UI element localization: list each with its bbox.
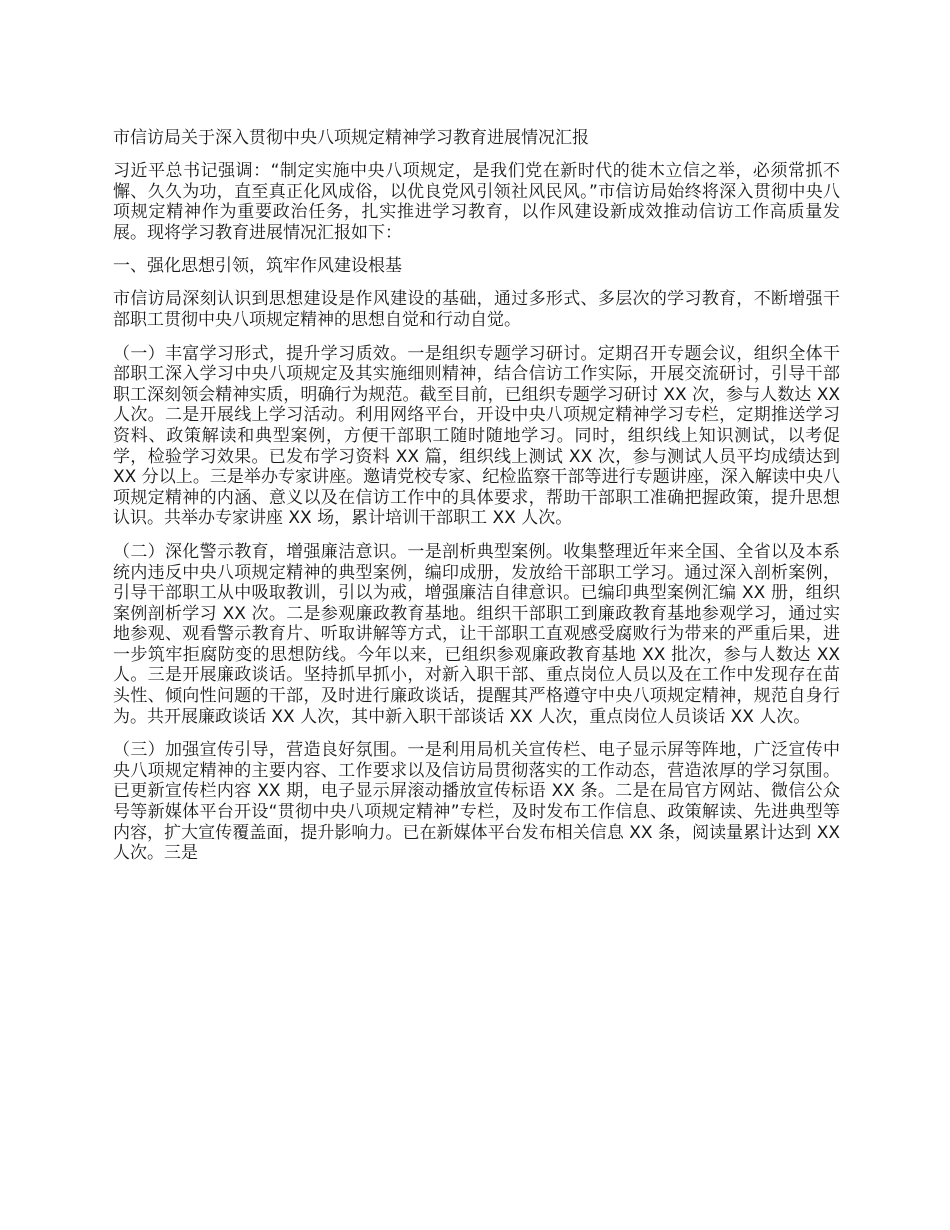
document-title: 市信访局关于深入贯彻中央八项规定精神学习教育进展情况汇报 bbox=[113, 128, 589, 148]
item-paragraph-3: （三）加强宣传引导，营造良好氛围。一是利用局机关宣传栏、电子显示屏等阵地，广泛宣传中央八项规定精神的主要内容、工作要求以及信访局贯彻落实的工作动态，营造浓厚的学习氛围。已更新宣传栏内容 XX 期，电子显示屏滚动播放宣传标语 XX 条。二是在局官方网站、微信公众号等新媒体平台开设“贯彻中央八项规定精神”专栏，及时发布工作信息、政策解读、先进典型等内容，扩大宣传覆盖面，提升影响力。已在新媒体平台发布相关信息 XX 条，阅读量累计达到 XX 人次。三是 bbox=[113, 740, 840, 864]
intro-paragraph: 习近平总书记强调：“制定实施中央八项规定，是我们党在新时代的徙木立信之举，必须常抓不懈、久久为功，直至真正化风成俗，以优良党风引领社风民风。”市信访局始终将深入贯彻中央八项规定精神作为重要政治任务，扎实推进学习教育，以作风建设新成效推动信访工作高质量发展。现将学习教育进展情况汇报如下： bbox=[113, 161, 840, 243]
section-heading-1: 一、强化思想引领，筑牢作风建设根基 bbox=[113, 256, 402, 277]
document-page bbox=[113, 128, 840, 877]
section-intro-paragraph: 市信访局深刻认识到思想建设是作风建设的基础，通过多形式、多层次的学习教育，不断增强干部职工贯彻中央八项规定精神的思想自觉和行动自觉。 bbox=[113, 289, 840, 330]
item-paragraph-1: （一）丰富学习形式，提升学习质效。一是组织专题学习研讨。定期召开专题会议，组织全体干部职工深入学习中央八项规定及其实施细则精神，结合信访工作实际，开展交流研讨，引导干部职工深刻领会精神实质，明确行为规范。截至目前，已组织专题学习研讨 XX 次，参与人数达 XX 人次。二是开展线上学习活动。利用网络平台，开设中央八项规定精神学习专栏，定期推送学习资料、政策解读和典型案例，方便干部职工随时随地学习。同时，组织线上知识测试，以考促学，检验学习效果。已发布学习资料 XX 篇，组织线上测试 XX 次，参与测试人员平均成绩达到 XX 分以上。三是举办专家讲座。邀请党校专家、纪检监察干部等进行专题讲座，深入解读中央八项规定精神的内涵、意义以及在信访工作中的具体要求，帮助干部职工准确把握政策，提升思想认识。共举办专家讲座 XX 场，累计培训干部职工 XX 人次。 bbox=[113, 343, 840, 529]
item-paragraph-2: （二）深化警示教育，增强廉洁意识。一是剖析典型案例。收集整理近年来全国、全省以及本系统内违反中央八项规定精神的典型案例，编印成册，发放给干部职工学习。通过深入剖析案例，引导干部职工从中吸取教训，引以为戒，增强廉洁自律意识。已编印典型案例汇编 XX 册，组织案例剖析学习 XX 次。二是参观廉政教育基地。组织干部职工到廉政教育基地参观学习，通过实地参观、观看警示教育片、听取讲解等方式，让干部职工直观感受腐败行为带来的严重后果，进一步筑牢拒腐防变的思想防线。今年以来，已组织参观廉政教育基地 XX 批次，参与人数达 XX 人。三是开展廉政谈话。坚持抓早抓小，对新入职干部、重点岗位人员以及在工作中发现存在苗头性、倾向性问题的干部，及时进行廉政谈话，提醒其严格遵守中央八项规定精神，规范自身行为。共开展廉政谈话 XX 人次，其中新入职干部谈话 XX 人次，重点岗位人员谈话 XX 人次。 bbox=[113, 541, 840, 727]
